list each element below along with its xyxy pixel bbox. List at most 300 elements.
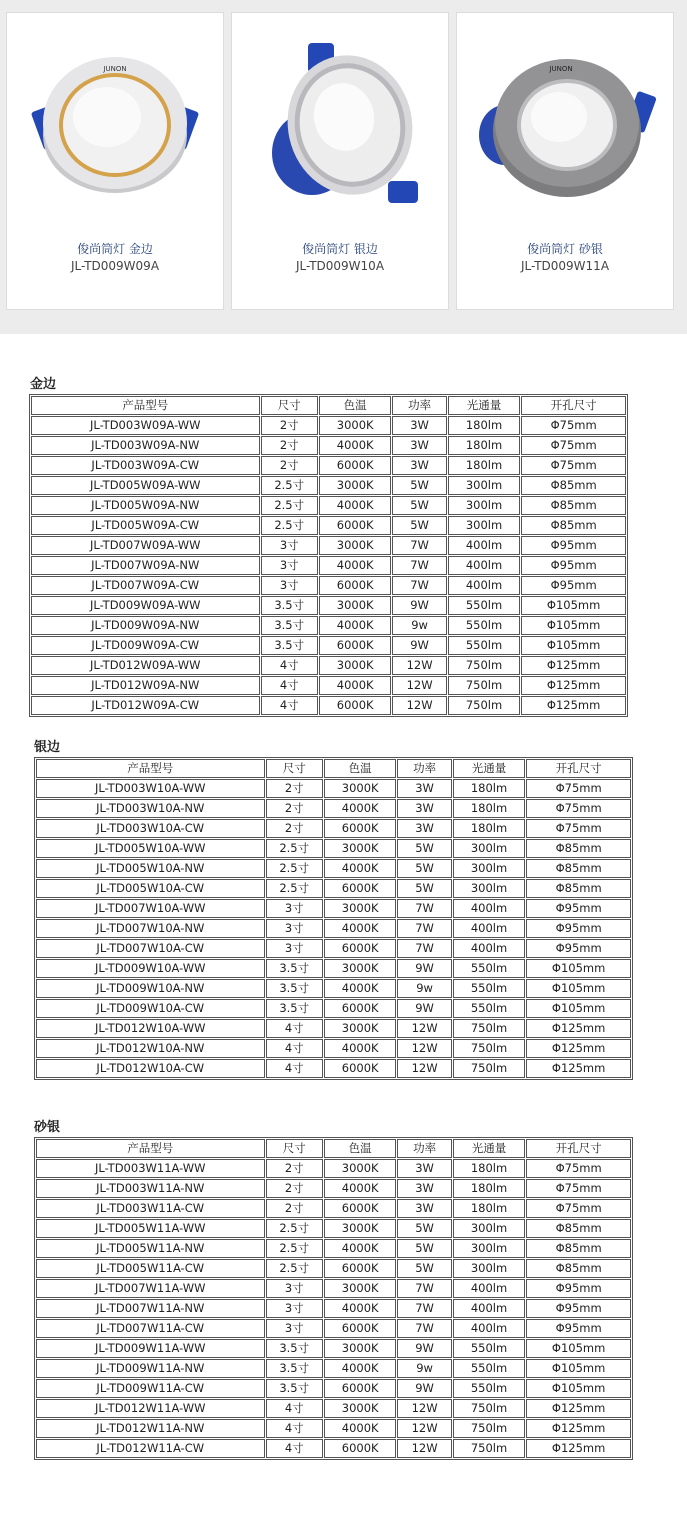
cell-color-temp: 4000K [324, 1039, 396, 1058]
cell-cutout: Φ125mm [521, 696, 626, 715]
table-row [36, 799, 631, 818]
table-row [36, 1399, 631, 1418]
cell-cutout: Φ85mm [526, 1219, 631, 1238]
header-cutout: 开孔尺寸 [521, 396, 626, 415]
cell-lumen: 750lm [448, 676, 520, 695]
cell-size: 3寸 [261, 576, 318, 595]
table-row [36, 979, 631, 998]
table-row [36, 859, 631, 878]
table-header-row [31, 396, 626, 415]
cell-color-temp: 4000K [324, 1239, 396, 1258]
cell-cutout: Φ105mm [526, 1359, 631, 1378]
header-size: 尺寸 [261, 396, 318, 415]
table-row [31, 656, 626, 675]
table-row [31, 436, 626, 455]
table-row [31, 596, 626, 615]
cell-power: 5W [397, 839, 451, 858]
cell-size: 4寸 [261, 656, 318, 675]
cell-cutout: Φ105mm [526, 1379, 631, 1398]
cell-size: 2.5寸 [266, 1239, 323, 1258]
header-lumen: 光通量 [453, 1139, 525, 1158]
table-row [36, 1319, 631, 1338]
cell-size: 3.5寸 [266, 1339, 323, 1358]
cell-lumen: 750lm [448, 696, 520, 715]
spec-table-gold [29, 394, 628, 717]
header-color-temp: 色温 [324, 1139, 396, 1158]
cell-power: 5W [397, 859, 451, 878]
cell-color-temp: 3000K [319, 536, 391, 555]
cell-color-temp: 3000K [324, 959, 396, 978]
cell-power: 7W [397, 1279, 451, 1298]
cell-cutout: Φ85mm [521, 496, 626, 515]
cell-power: 12W [397, 1039, 451, 1058]
table-row [36, 1259, 631, 1278]
cell-cutout: Φ95mm [526, 1279, 631, 1298]
cell-model: JL-TD012W09A-CW [31, 696, 260, 715]
cell-model: JL-TD012W11A-WW [36, 1399, 265, 1418]
cell-model: JL-TD005W11A-CW [36, 1259, 265, 1278]
cell-model: JL-TD009W11A-CW [36, 1379, 265, 1398]
header-power: 功率 [392, 396, 446, 415]
cell-lumen: 300lm [448, 516, 520, 535]
cell-cutout: Φ85mm [526, 1259, 631, 1278]
cell-color-temp: 3000K [324, 1339, 396, 1358]
cell-color-temp: 3000K [324, 1219, 396, 1238]
cell-cutout: Φ125mm [526, 1419, 631, 1438]
cell-cutout: Φ105mm [526, 959, 631, 978]
cell-size: 2寸 [266, 799, 323, 818]
cell-power: 7W [392, 556, 446, 575]
cell-size: 2寸 [261, 456, 318, 475]
cell-model: JL-TD009W11A-WW [36, 1339, 265, 1358]
cell-size: 2寸 [261, 416, 318, 435]
cell-power: 9w [392, 616, 446, 635]
cell-power: 7W [397, 939, 451, 958]
cell-lumen: 180lm [453, 819, 525, 838]
cell-cutout: Φ85mm [526, 1239, 631, 1258]
cell-color-temp: 3000K [324, 839, 396, 858]
cell-model: JL-TD009W10A-NW [36, 979, 265, 998]
product-card-silver[interactable] [231, 12, 449, 310]
spec-table-sand-silver [34, 1137, 633, 1460]
cell-lumen: 180lm [448, 456, 520, 475]
cell-model: JL-TD003W09A-WW [31, 416, 260, 435]
product-name[interactable]: 俊尚筒灯 砂银 [527, 242, 603, 256]
cell-cutout: Φ85mm [521, 476, 626, 495]
cell-cutout: Φ95mm [526, 1319, 631, 1338]
cell-color-temp: 4000K [319, 616, 391, 635]
cell-size: 3寸 [266, 1299, 323, 1318]
product-gallery [0, 0, 687, 334]
silver-rim-downlight-image [232, 13, 448, 228]
cell-color-temp: 3000K [324, 1019, 396, 1038]
cell-lumen: 300lm [453, 1239, 525, 1258]
cell-cutout: Φ105mm [526, 979, 631, 998]
cell-color-temp: 6000K [324, 1379, 396, 1398]
header-size: 尺寸 [266, 759, 323, 778]
cell-size: 2.5寸 [266, 879, 323, 898]
header-cutout: 开孔尺寸 [526, 1139, 631, 1158]
header-cutout: 开孔尺寸 [526, 759, 631, 778]
svg-text:JUNON: JUNON [103, 65, 127, 73]
cell-power: 9W [392, 596, 446, 615]
cell-power: 5W [397, 1259, 451, 1278]
cell-size: 3.5寸 [261, 616, 318, 635]
cell-lumen: 550lm [453, 1359, 525, 1378]
cell-color-temp: 3000K [324, 779, 396, 798]
table-row [36, 899, 631, 918]
cell-size: 4寸 [261, 676, 318, 695]
section-title-sand-silver: 砂银 [34, 1120, 61, 1135]
cell-color-temp: 6000K [319, 696, 391, 715]
cell-model: JL-TD003W10A-NW [36, 799, 265, 818]
table-row [36, 959, 631, 978]
cell-model: JL-TD003W10A-WW [36, 779, 265, 798]
header-model: 产品型号 [31, 396, 260, 415]
cell-size: 3.5寸 [266, 959, 323, 978]
cell-lumen: 750lm [448, 656, 520, 675]
cell-power: 5W [397, 1239, 451, 1258]
cell-cutout: Φ75mm [526, 819, 631, 838]
table-row [36, 1019, 631, 1038]
table-row [31, 536, 626, 555]
cell-power: 9W [397, 959, 451, 978]
cell-model: JL-TD003W10A-CW [36, 819, 265, 838]
cell-size: 2.5寸 [266, 1259, 323, 1278]
cell-color-temp: 6000K [324, 1059, 396, 1078]
cell-model: JL-TD009W10A-WW [36, 959, 265, 978]
cell-size: 4寸 [266, 1439, 323, 1458]
cell-lumen: 550lm [453, 979, 525, 998]
cell-power: 5W [392, 476, 446, 495]
cell-lumen: 180lm [453, 1199, 525, 1218]
cell-size: 3寸 [266, 1319, 323, 1338]
cell-lumen: 180lm [453, 1179, 525, 1198]
cell-size: 3寸 [261, 556, 318, 575]
cell-cutout: Φ95mm [526, 939, 631, 958]
product-card-gold[interactable] [6, 12, 224, 310]
cell-power: 3W [392, 456, 446, 475]
cell-model: JL-TD003W11A-NW [36, 1179, 265, 1198]
cell-power: 7W [397, 899, 451, 918]
cell-model: JL-TD012W11A-CW [36, 1439, 265, 1458]
cell-power: 12W [397, 1019, 451, 1038]
cell-model: JL-TD005W09A-WW [31, 476, 260, 495]
cell-cutout: Φ95mm [526, 919, 631, 938]
table-row [36, 1179, 631, 1198]
table-row [36, 839, 631, 858]
header-model: 产品型号 [36, 759, 265, 778]
cell-lumen: 180lm [453, 1159, 525, 1178]
cell-model: JL-TD005W10A-WW [36, 839, 265, 858]
cell-size: 2寸 [266, 1159, 323, 1178]
table-row [31, 576, 626, 595]
table-body [36, 1159, 631, 1458]
cell-model: JL-TD005W09A-CW [31, 516, 260, 535]
cell-power: 5W [397, 1219, 451, 1238]
table-row [36, 1279, 631, 1298]
cell-lumen: 300lm [453, 839, 525, 858]
header-lumen: 光通量 [448, 396, 520, 415]
cell-lumen: 400lm [453, 919, 525, 938]
table-header-row [36, 1139, 631, 1158]
cell-model: JL-TD009W09A-WW [31, 596, 260, 615]
cell-lumen: 400lm [453, 899, 525, 918]
table-row [36, 1219, 631, 1238]
cell-lumen: 300lm [453, 1219, 525, 1238]
table-row [36, 879, 631, 898]
cell-size: 2寸 [266, 779, 323, 798]
cell-cutout: Φ75mm [521, 456, 626, 475]
cell-model: JL-TD007W10A-NW [36, 919, 265, 938]
cell-size: 4寸 [266, 1019, 323, 1038]
cell-color-temp: 3000K [324, 1159, 396, 1178]
cell-size: 4寸 [266, 1419, 323, 1438]
cell-lumen: 550lm [453, 1379, 525, 1398]
cell-lumen: 750lm [453, 1039, 525, 1058]
cell-power: 12W [392, 656, 446, 675]
cell-size: 2.5寸 [261, 516, 318, 535]
cell-model: JL-TD012W10A-CW [36, 1059, 265, 1078]
cell-power: 5W [392, 516, 446, 535]
cell-model: JL-TD003W11A-CW [36, 1199, 265, 1218]
product-name[interactable]: 俊尚筒灯 银边 [302, 242, 378, 256]
cell-size: 4寸 [266, 1059, 323, 1078]
table-row [36, 1439, 631, 1458]
section-title-gold: 金边 [30, 377, 57, 392]
cell-size: 4寸 [266, 1399, 323, 1418]
cell-power: 12W [392, 676, 446, 695]
cell-model: JL-TD012W09A-WW [31, 656, 260, 675]
table-row [36, 1379, 631, 1398]
cell-model: JL-TD007W09A-NW [31, 556, 260, 575]
cell-power: 3W [392, 416, 446, 435]
table-row [36, 1059, 631, 1078]
cell-model: JL-TD012W10A-WW [36, 1019, 265, 1038]
cell-cutout: Φ125mm [526, 1399, 631, 1418]
cell-cutout: Φ85mm [526, 839, 631, 858]
cell-power: 9W [392, 636, 446, 655]
cell-lumen: 400lm [448, 556, 520, 575]
cell-model: JL-TD005W11A-WW [36, 1219, 265, 1238]
cell-color-temp: 6000K [324, 1199, 396, 1218]
cell-color-temp: 3000K [324, 899, 396, 918]
table-row [36, 779, 631, 798]
cell-lumen: 400lm [448, 536, 520, 555]
cell-color-temp: 3000K [324, 1279, 396, 1298]
cell-model: JL-TD009W09A-NW [31, 616, 260, 635]
table-row [31, 676, 626, 695]
table-row [31, 696, 626, 715]
header-size: 尺寸 [266, 1139, 323, 1158]
cell-power: 5W [392, 496, 446, 515]
cell-model: JL-TD007W11A-NW [36, 1299, 265, 1318]
cell-color-temp: 6000K [319, 516, 391, 535]
table-row [36, 1339, 631, 1358]
cell-power: 3W [397, 799, 451, 818]
cell-color-temp: 4000K [319, 436, 391, 455]
cell-cutout: Φ105mm [521, 636, 626, 655]
table-row [36, 1159, 631, 1178]
section-title-silver: 银边 [34, 740, 61, 755]
cell-cutout: Φ125mm [521, 656, 626, 675]
cell-color-temp: 4000K [324, 1299, 396, 1318]
cell-power: 9w [397, 979, 451, 998]
cell-lumen: 750lm [453, 1019, 525, 1038]
table-row [36, 1359, 631, 1378]
cell-model: JL-TD005W11A-NW [36, 1239, 265, 1258]
cell-model: JL-TD009W11A-NW [36, 1359, 265, 1378]
cell-color-temp: 4000K [324, 1359, 396, 1378]
cell-lumen: 550lm [453, 959, 525, 978]
cell-cutout: Φ75mm [526, 779, 631, 798]
cell-lumen: 750lm [453, 1439, 525, 1458]
table-row [36, 1039, 631, 1058]
cell-power: 12W [397, 1399, 451, 1418]
cell-size: 3寸 [261, 536, 318, 555]
cell-cutout: Φ95mm [521, 536, 626, 555]
cell-size: 2寸 [266, 1179, 323, 1198]
table-row [31, 636, 626, 655]
cell-model: JL-TD005W10A-NW [36, 859, 265, 878]
cell-model: JL-TD007W09A-CW [31, 576, 260, 595]
cell-model: JL-TD007W10A-CW [36, 939, 265, 958]
cell-color-temp: 3000K [319, 476, 391, 495]
cell-cutout: Φ85mm [521, 516, 626, 535]
cell-color-temp: 4000K [324, 979, 396, 998]
cell-lumen: 300lm [448, 476, 520, 495]
cell-cutout: Φ105mm [526, 999, 631, 1018]
cell-cutout: Φ75mm [526, 1179, 631, 1198]
header-lumen: 光通量 [453, 759, 525, 778]
cell-lumen: 400lm [453, 1319, 525, 1338]
cell-cutout: Φ75mm [526, 799, 631, 818]
cell-model: JL-TD003W11A-WW [36, 1159, 265, 1178]
cell-size: 3.5寸 [266, 979, 323, 998]
cell-cutout: Φ85mm [526, 879, 631, 898]
cell-color-temp: 6000K [319, 636, 391, 655]
cell-lumen: 400lm [453, 1299, 525, 1318]
cell-lumen: 750lm [453, 1059, 525, 1078]
cell-cutout: Φ105mm [526, 1339, 631, 1358]
table-row [31, 476, 626, 495]
cell-color-temp: 4000K [324, 1419, 396, 1438]
table-row [36, 939, 631, 958]
cell-cutout: Φ75mm [526, 1199, 631, 1218]
svg-text:JUNON: JUNON [549, 65, 573, 73]
cell-lumen: 400lm [453, 939, 525, 958]
cell-power: 9w [397, 1359, 451, 1378]
cell-power: 5W [397, 879, 451, 898]
cell-lumen: 750lm [453, 1419, 525, 1438]
cell-cutout: Φ75mm [521, 416, 626, 435]
header-power: 功率 [397, 759, 451, 778]
product-card-sand-silver[interactable] [456, 12, 674, 310]
cell-size: 3寸 [266, 939, 323, 958]
cell-lumen: 550lm [448, 596, 520, 615]
cell-lumen: 550lm [453, 1339, 525, 1358]
cell-color-temp: 6000K [319, 456, 391, 475]
cell-power: 12W [397, 1439, 451, 1458]
cell-color-temp: 3000K [319, 416, 391, 435]
table-row [31, 496, 626, 515]
cell-cutout: Φ95mm [526, 899, 631, 918]
product-name[interactable]: 俊尚筒灯 金边 [77, 242, 153, 256]
cell-size: 3寸 [266, 899, 323, 918]
cell-power: 7W [397, 919, 451, 938]
cell-color-temp: 6000K [324, 939, 396, 958]
cell-power: 9W [397, 999, 451, 1018]
cell-lumen: 750lm [453, 1399, 525, 1418]
cell-lumen: 180lm [453, 799, 525, 818]
cell-power: 3W [397, 779, 451, 798]
table-row [36, 1239, 631, 1258]
cell-color-temp: 4000K [324, 859, 396, 878]
cell-size: 2.5寸 [266, 839, 323, 858]
cell-power: 7W [397, 1299, 451, 1318]
cell-lumen: 550lm [453, 999, 525, 1018]
table-row [36, 819, 631, 838]
cell-model: JL-TD007W11A-WW [36, 1279, 265, 1298]
cell-cutout: Φ105mm [521, 596, 626, 615]
cell-size: 3.5寸 [261, 636, 318, 655]
cell-power: 12W [397, 1419, 451, 1438]
cell-size: 3.5寸 [266, 1379, 323, 1398]
header-model: 产品型号 [36, 1139, 265, 1158]
sand-silver-downlight-image [457, 13, 673, 228]
spec-table-silver [34, 757, 633, 1080]
cell-color-temp: 6000K [324, 1439, 396, 1458]
table-row [31, 456, 626, 475]
cell-lumen: 300lm [453, 1259, 525, 1278]
cell-cutout: Φ95mm [526, 1299, 631, 1318]
cell-model: JL-TD009W09A-CW [31, 636, 260, 655]
product-model: JL-TD009W10A [295, 259, 385, 273]
cell-power: 3W [397, 1179, 451, 1198]
cell-color-temp: 6000K [324, 1259, 396, 1278]
table-header-row [36, 759, 631, 778]
cell-lumen: 300lm [448, 496, 520, 515]
cell-size: 2.5寸 [266, 859, 323, 878]
cell-power: 3W [397, 1159, 451, 1178]
cell-model: JL-TD012W09A-NW [31, 676, 260, 695]
cell-power: 7W [392, 576, 446, 595]
cell-model: JL-TD007W11A-CW [36, 1319, 265, 1338]
cell-size: 3.5寸 [261, 596, 318, 615]
cell-model: JL-TD003W09A-CW [31, 456, 260, 475]
cell-model: JL-TD007W10A-WW [36, 899, 265, 918]
cell-size: 4寸 [266, 1039, 323, 1058]
cell-lumen: 180lm [453, 779, 525, 798]
cell-color-temp: 4000K [319, 496, 391, 515]
cell-cutout: Φ75mm [521, 436, 626, 455]
cell-cutout: Φ125mm [526, 1439, 631, 1458]
cell-color-temp: 4000K [319, 556, 391, 575]
gold-rim-downlight-image [7, 13, 223, 228]
cell-size: 3寸 [266, 919, 323, 938]
cell-color-temp: 3000K [324, 1399, 396, 1418]
cell-color-temp: 4000K [324, 919, 396, 938]
table-row [36, 1199, 631, 1218]
cell-color-temp: 6000K [324, 999, 396, 1018]
table-row [36, 1419, 631, 1438]
cell-color-temp: 4000K [324, 799, 396, 818]
cell-color-temp: 4000K [319, 676, 391, 695]
cell-size: 2.5寸 [261, 496, 318, 515]
cell-lumen: 180lm [448, 416, 520, 435]
cell-cutout: Φ75mm [526, 1159, 631, 1178]
table-row [31, 516, 626, 535]
